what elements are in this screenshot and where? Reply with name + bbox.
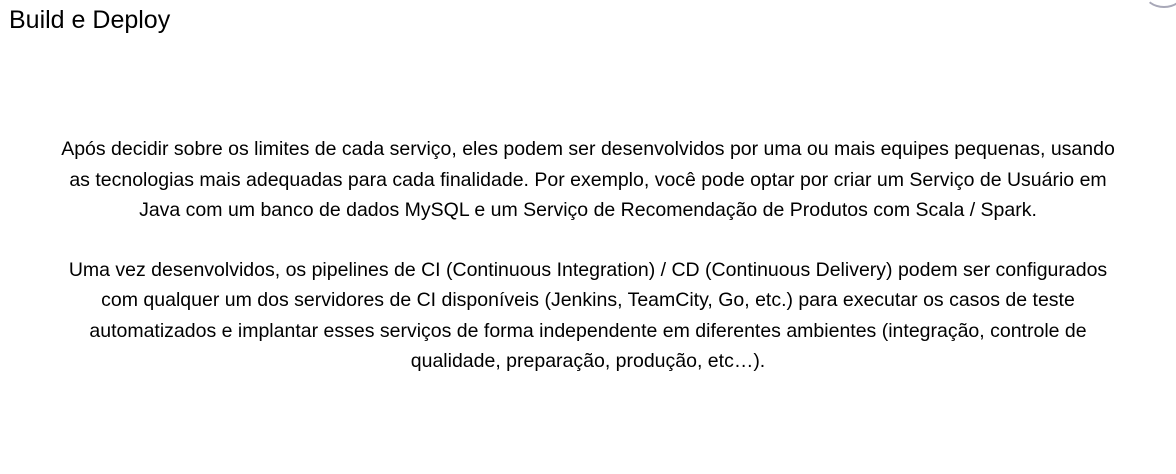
slide-body: [50, 134, 1126, 377]
paragraph-service-boundaries: Após decidir sobre os limites de cada serviço, eles podem ser desenvolvidos por uma ou mais equipes pequenas, usando as tecnologias mais adequadas para cada finalidade. Por exemplo, você pode optar por criar um Serviço de Usuário em Java com um banco de dados MySQL e um Serviço de Recomendação de Produtos com Scala / Spark.: [61, 138, 1115, 221]
paragraph-ci-cd-pipelines: Uma vez desenvolvidos, os pipelines de CI (Continuous Integration) / CD (Continuous Delivery) podem ser configurados com qualquer um dos servidores de CI disponíveis (Jenkins, TeamCity, Go, etc.) para executar os casos de teste automatizados e implantar esses serviços de forma independente em diferentes ambientes (integração, controle de qualidade, preparação, produção, etc…).: [68, 258, 1108, 372]
slide-title: Build e Deploy: [9, 6, 171, 34]
corner-decoration: [1144, 0, 1176, 8]
